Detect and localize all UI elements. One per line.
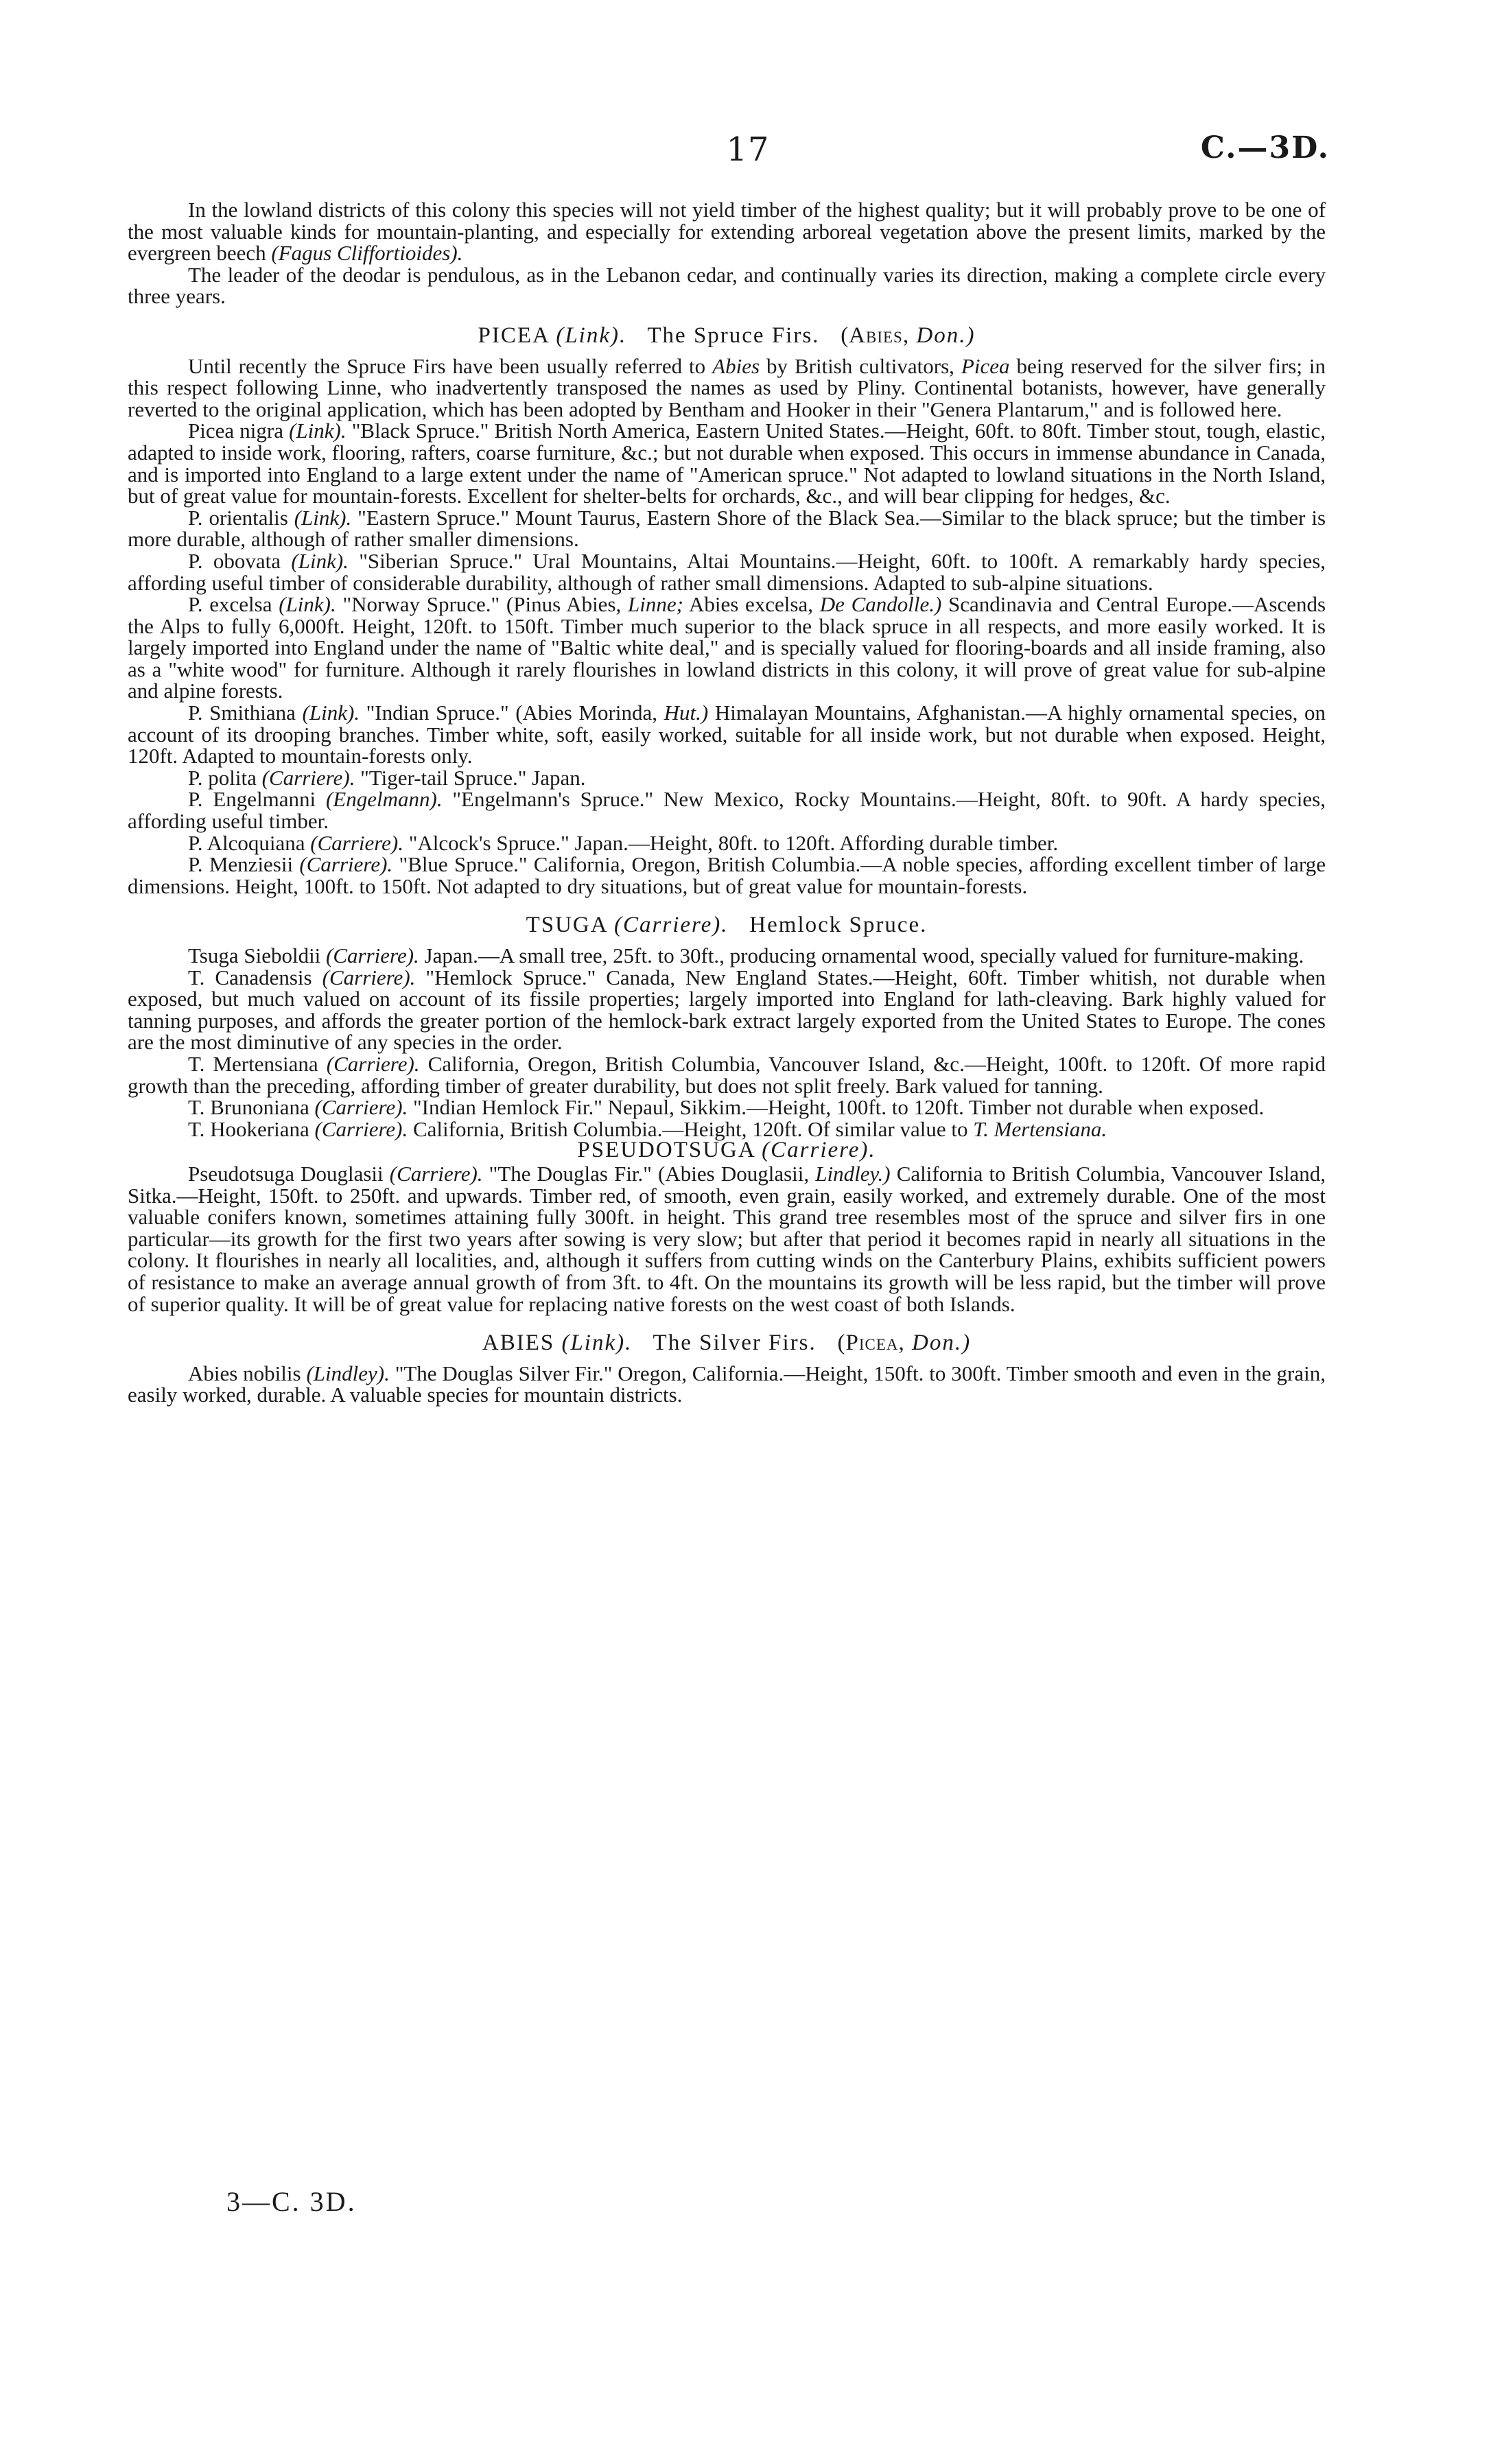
entry-picea-alcoquiana: P. Alcoquiana (Carriere). "Alcock's Spruce." Japan.—Height, 80ft. to 120ft. Affording durable timber. <box>188 830 1059 855</box>
entry-tsuga-sieboldii: Tsuga Sieboldii (Carriere). Japan.—A small tree, 25ft. to 30ft., producing ornamental wood, specially valued for furniture-making. <box>188 943 1304 967</box>
entry-picea-orientalis: P. orientalis (Link). "Eastern Spruce." Mount Taurus, Eastern Shore of the Black Sea.—Similar to the black spruce; but the timber is more durable, although of rather smaller dimensions. <box>128 505 1326 552</box>
document-body <box>128 199 1326 1406</box>
entry-tsuga-hookeriana: T. Hookeriana (Carriere). California, British Columbia.—Height, 120ft. Of similar value to T. Mertensiana. <box>188 1116 1107 1141</box>
entry-picea-excelsa: P. excelsa (Link). "Norway Spruce." (Pinus Abies, Linne; Abies excelsa, De Candolle.) Scandinavia and Central Europe.—Ascends the Alps to fully 6,000ft. Height, 120ft. to 150ft. Timber much superior to the black spruce in all respects, and more easily worked. It is largely imported into England under the name of "Baltic white deal," and is specially valued for flooring-boards and all inside framing, also as a "white wood" for furniture. Although it rarely flourishes in lowland districts in this colony, it will prove of great value for sub-alpine and alpine forests. <box>128 592 1326 703</box>
paragraph-intro-deodar: The leader of the deodar is pendulous, as in the Lebanon cedar, and continually varies its direction, making a complete circle every three years. <box>128 262 1326 309</box>
entry-tsuga-mertensiana: T. Mertensiana (Carriere). California, Oregon, British Columbia, Vancouver Island, &c.—Height, 100ft. to 120ft. Of more rapid growth than the preceding, affording timber of greater durability, but does not split freely. Bark valued for tanning. <box>128 1051 1326 1098</box>
entry-picea-polita: P. polita (Carriere). "Tiger-tail Spruce." Japan. <box>188 765 586 790</box>
section-heading-picea: PICEA (Link). The Spruce Firs. (Abies, Don.) <box>478 322 976 348</box>
section-heading-tsuga: TSUGA (Carriere). Hemlock Spruce. <box>526 913 928 938</box>
entry-abies-nobilis: Abies nobilis (Lindley). "The Douglas Silver Fir." Oregon, California.—Height, 150ft. to 300ft. Timber smooth and even in the grain, easily worked, durable. A valuable species for mountain districts. <box>128 1361 1326 1407</box>
entry-picea-menziesii: P. Menziesii (Carriere). "Blue Spruce." California, Oregon, British Columbia.—A noble species, affording excellent timber of large dimensions. Height, 100ft. to 150ft. Not adapted to dry situations, but of great value for mountain-forests. <box>128 852 1326 898</box>
document-reference: C.—3D. <box>1200 130 1330 165</box>
section-heading-pseudotsuga: PSEUDOTSUGA (Carriere). <box>577 1138 876 1163</box>
entry-picea-nigra: Picea nigra (Link). "Black Spruce." British North America, Eastern United States.—Height, 60ft. to 80ft. Timber stout, tough, elastic, adapted to inside work, flooring, rafters, coarse furniture, &c.; but not durable when exposed. This occurs in immense abundance in Canada, and is imported into England to a large extent under the name of "American spruce." Not adapted to lowland situations in the North Island, but of great value for mountain-forests. Excellent for shelter-belts for orchards, &c., and will bear clipping for hedges, &c. <box>128 419 1326 508</box>
entry-tsuga-canadensis: T. Canadensis (Carriere). "Hemlock Spruce." Canada, New England States.—Height, 60ft. Timber whitish, not durable when exposed, but much valued on account of its fissile properties; largely imported into England for lath-cleaving. Bark highly valued for tanning purposes, and affords the greater portion of the hemlock-bark extract largely exported from the United States to Europe. The cones are the most diminutive of any species in the order. <box>128 965 1326 1055</box>
paragraph-intro-lowland: In the lowland districts of this colony this species will not yield timber of the highest quality; but it will probably prove to be one of the most valuable kinds for mountain-planting, and especially for extending arboreal vegetation above the present limits, marked by the evergreen beech (Fagus Cliffortioides). <box>128 198 1326 266</box>
section-heading-abies: ABIES (Link). The Silver Firs. (Picea, Don.) <box>482 1330 972 1356</box>
entry-picea-engelmanni: P. Engelmanni (Engelmann). "Engelmann's Spruce." New Mexico, Rocky Mountains.—Height, 80ft. to 90ft. A hardy species, affording useful timber. <box>128 787 1326 834</box>
page-number: 17 <box>726 130 770 169</box>
entry-pseudotsuga-douglasii: Pseudotsuga Douglasii (Carriere). "The Douglas Fir." (Abies Douglasii, Lindley.) California to British Columbia, Vancouver Island, Sitka.—Height, 150ft. to 250ft. and upwards. Timber red, of smooth, even grain, easily worked, and extremely durable. One of the most valuable conifers known, sometimes attaining fully 300ft. in height. This grand tree resembles most of the spruce and silver firs in one particular—its growth for the first two years after sowing is very slow; but after that period it becomes rapid in nearly all situations in the colony. It flourishes in nearly all localities, and, although it suffers from cutting winds on the Canterbury Plains, exhibits sufficient powers of resistance to make an average annual growth of from 3ft. to 4ft. On the mountains its growth will be less rapid, but the timber will prove of superior quality. It will be of great value for replacing native forests on the west coast of both Islands. <box>128 1161 1326 1316</box>
entry-picea-smithiana: P. Smithiana (Link). "Indian Spruce." (Abies Morinda, Hut.) Himalayan Mountains, Afghanistan.—A highly ornamental species, on account of its drooping branches. Timber white, soft, easily worked, suitable for all inside work, but not durable when exposed. Height, 120ft. Adapted to mountain-forests only. <box>128 701 1326 768</box>
paragraph-picea-intro: Until recently the Spruce Firs have been usually referred to Abies by British cultivators, Picea being reserved for the silver firs; in this respect following Linne, who inadvertently transposed the names as used by Pliny. Continental botanists, however, have generally reverted to the original application, which has been adopted by Bentham and Hooker in their "Genera Plantarum," and is followed here. <box>128 353 1326 421</box>
footer-signature: 3—C. 3D. <box>226 2186 357 2217</box>
entry-tsuga-brunoniana: T. Brunoniana (Carriere). "Indian Hemlock Fir." Nepaul, Sikkim.—Height, 100ft. to 120ft. Timber not durable when exposed. <box>188 1095 1265 1120</box>
entry-picea-obovata: P. obovata (Link). "Siberian Spruce." Ural Mountains, Altai Mountains.—Height, 60ft. to 100ft. A remarkably hardy species, affording useful timber of considerable durability, although of rather small dimensions. Adapted to sub-alpine situations. <box>128 548 1326 595</box>
